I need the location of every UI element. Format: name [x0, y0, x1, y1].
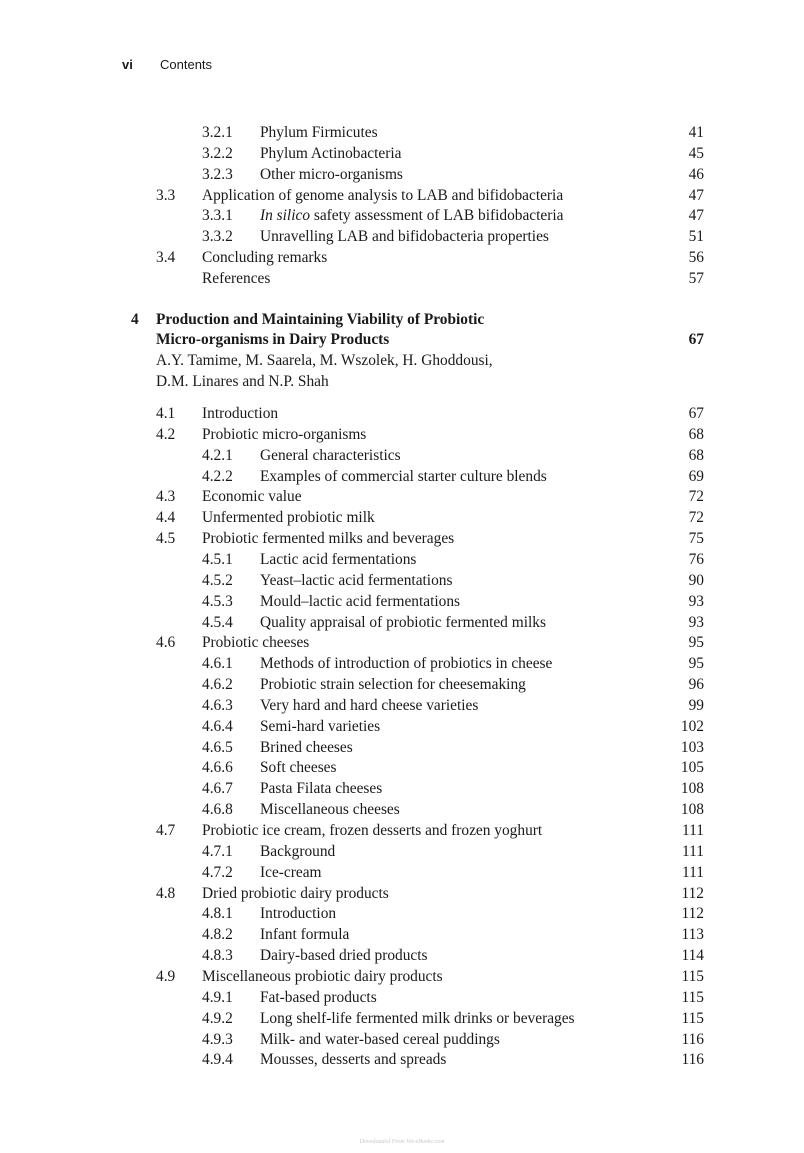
- toc-entry[interactable]: [0, 143, 804, 164]
- toc-entry-number: 3.2.1: [202, 124, 233, 141]
- toc-entry[interactable]: [0, 1008, 804, 1029]
- toc-entry-page: 114: [681, 947, 704, 965]
- toc-entry-number: 4.8.1: [202, 905, 233, 923]
- toc-entry-number: 4.5.4: [202, 613, 233, 631]
- toc-entry-number: 4.9.4: [202, 1051, 233, 1069]
- toc-entry[interactable]: [0, 122, 804, 143]
- toc-entry[interactable]: [0, 1049, 804, 1070]
- toc-entry-number: 4.8.2: [202, 926, 233, 944]
- toc-entry-page: 96: [688, 676, 704, 694]
- toc-entry-title: Very hard and hard cheese varieties: [260, 696, 479, 714]
- toc-entry-title: Dried probiotic dairy products: [202, 884, 389, 902]
- toc-entry-page: 47: [688, 207, 704, 225]
- toc-entry-title: Quality appraisal of probiotic fermented milks: [260, 613, 546, 631]
- toc-entry-number: 4.6.1: [202, 655, 233, 673]
- toc-entry-page: 68: [688, 446, 704, 464]
- toc-entry-title: References: [202, 269, 271, 287]
- toc-entry-page: 72: [688, 509, 704, 527]
- authors-line1: A.Y. Tamime, M. Saarela, M. Wszolek, H. Ghoddousi,: [156, 352, 493, 369]
- authors-line2: D.M. Linares and N.P. Shah: [156, 373, 329, 390]
- toc-entry-number: 3.2.3: [202, 165, 233, 183]
- toc-entry-number: 4.6.4: [202, 717, 233, 735]
- chapter-authors-line2: [0, 371, 804, 392]
- toc-entry-number: 3.2.2: [202, 144, 233, 162]
- toc-entry-number: 4.6.7: [202, 780, 233, 798]
- toc-entry[interactable]: [0, 445, 804, 466]
- toc-entry-page: 99: [688, 696, 704, 714]
- toc-entry-number: 4.6.2: [202, 676, 233, 694]
- toc-entry-title: Mould–lactic acid fermentations: [260, 592, 461, 610]
- toc-entry-page: 112: [681, 884, 704, 902]
- toc-entry-page: 111: [682, 842, 704, 860]
- toc-entry[interactable]: [0, 883, 804, 904]
- toc-entry-page: 113: [681, 926, 704, 944]
- toc-entry[interactable]: [0, 507, 804, 528]
- toc-entry-number: 4.8.3: [202, 947, 233, 965]
- toc-entry[interactable]: [0, 268, 804, 289]
- toc-entry[interactable]: [0, 612, 804, 633]
- chapter-page: 67: [688, 331, 704, 348]
- toc-entry-number: 4.9.2: [202, 1009, 233, 1027]
- toc-entry-title: Miscellaneous cheeses: [260, 801, 400, 819]
- toc-entry-title: Probiotic ice cream, frozen desserts and frozen yoghurt: [202, 822, 543, 839]
- chapter-heading-line2[interactable]: [0, 329, 804, 350]
- toc-entry-page: 67: [688, 405, 704, 422]
- toc-entry-number: 4.7: [156, 822, 176, 839]
- toc-entry-page: 112: [681, 905, 704, 923]
- toc-entry-page: 111: [682, 822, 704, 839]
- toc-entry[interactable]: [0, 987, 804, 1008]
- toc-entry-page: 95: [688, 655, 704, 673]
- toc-entry[interactable]: [0, 185, 804, 206]
- toc-entry[interactable]: [0, 591, 804, 612]
- toc-entry-number: 3.3.1: [202, 207, 233, 225]
- toc-entry-number: 4.9: [156, 967, 176, 985]
- toc-entry-page: 102: [680, 717, 704, 735]
- toc-entry[interactable]: [0, 466, 804, 487]
- chapter-title-line2: Micro-organisms in Dairy Products: [156, 331, 390, 348]
- running-header: [122, 57, 212, 72]
- toc-entry[interactable]: [0, 737, 804, 758]
- toc-entry-title: Phylum Actinobacteria: [260, 144, 402, 162]
- page-number: vi: [122, 57, 133, 72]
- toc-entry-page: 76: [688, 550, 704, 568]
- toc-entry-page: 108: [680, 801, 704, 819]
- toc-entry-title: Brined cheeses: [260, 738, 353, 756]
- toc-entry-title: Long shelf-life fermented milk drinks or beverages: [260, 1009, 575, 1027]
- toc-entry-page: 111: [682, 863, 704, 881]
- toc-entry-number: 4.7.2: [202, 863, 233, 881]
- toc-entry-page: 103: [680, 738, 704, 756]
- toc-entry-number: 4.5.1: [202, 550, 233, 568]
- chapter-authors: [0, 350, 804, 371]
- toc-entry[interactable]: [0, 674, 804, 695]
- toc-entry-page: 93: [688, 592, 704, 610]
- toc-entry[interactable]: [0, 164, 804, 185]
- download-watermark: Downloaded From Vet-eBooks.com: [359, 1139, 445, 1145]
- toc-entry-page: 115: [681, 967, 704, 985]
- toc-entry-page: 41: [688, 124, 704, 141]
- chapter-heading[interactable]: [0, 309, 804, 330]
- toc-entry-title: Probiotic fermented milks and beverages: [202, 530, 455, 548]
- toc-entry-number: 3.4: [156, 249, 176, 267]
- toc-entry-title: Examples of commercial starter culture blends: [260, 467, 547, 485]
- toc-entry-page: 95: [688, 634, 704, 652]
- toc-entry-number: 4.2.1: [202, 446, 233, 464]
- running-title: Contents: [160, 57, 213, 72]
- toc-entry-page: 90: [688, 571, 704, 589]
- toc-entry[interactable]: [0, 903, 804, 924]
- toc-entry[interactable]: [0, 695, 804, 716]
- toc-entry-page: 93: [688, 613, 704, 631]
- toc-entry[interactable]: [0, 653, 804, 674]
- toc-entry-title: Introduction: [202, 405, 279, 422]
- toc-entry[interactable]: [0, 424, 804, 445]
- toc-entry[interactable]: [0, 247, 804, 268]
- toc-entry-title: Ice-cream: [260, 863, 322, 881]
- toc-entry-number: 4.6.3: [202, 696, 233, 714]
- chapter-title-line1: Production and Maintaining Viability of Probiotic: [156, 311, 485, 328]
- toc-entry[interactable]: [0, 528, 804, 549]
- toc-entry[interactable]: [0, 205, 804, 226]
- toc-entry-title: Probiotic strain selection for cheesemaking: [260, 676, 526, 694]
- toc-entry-title: Concluding remarks: [202, 249, 328, 267]
- toc-entry-page: 105: [680, 759, 704, 777]
- toc-entry[interactable]: [0, 841, 804, 862]
- toc-entry[interactable]: [0, 966, 804, 987]
- toc-entry-page: 57: [688, 269, 704, 287]
- toc-entry-page: 72: [688, 488, 704, 506]
- toc-entry-title-rest: safety assessment of LAB bifidobacteria: [310, 207, 564, 225]
- toc-entry[interactable]: [0, 226, 804, 247]
- toc-entry-title: Dairy-based dried products: [260, 947, 428, 965]
- toc-entry-page: 51: [688, 228, 704, 246]
- toc-entry-title: Soft cheeses: [260, 759, 337, 777]
- toc-entry[interactable]: [0, 862, 804, 883]
- toc-entry[interactable]: [0, 570, 804, 591]
- toc-entry-page: 75: [688, 530, 704, 548]
- toc-entry-page: 68: [688, 425, 704, 443]
- toc-entry-title: Lactic acid fermentations: [260, 550, 417, 568]
- toc-entry-title: Methods of introduction of probiotics in cheese: [260, 655, 553, 673]
- toc-entry-number: 4.6.5: [202, 738, 233, 756]
- toc-entry[interactable]: [0, 403, 804, 424]
- toc-entry-page: 108: [680, 780, 704, 798]
- toc-entry-page: 56: [688, 249, 704, 267]
- toc-entry[interactable]: [0, 632, 804, 653]
- chapter-number: 4: [131, 311, 139, 328]
- toc-entry[interactable]: [0, 716, 804, 737]
- toc-entry-page: 47: [688, 186, 704, 204]
- toc-entry-title: Probiotic micro-organisms: [202, 425, 367, 443]
- toc-entry-number: 4.9.3: [202, 1030, 233, 1048]
- toc-entry-number: 4.8: [156, 884, 176, 902]
- toc-entry-title: Unravelling LAB and bifidobacteria properties: [260, 228, 549, 246]
- toc-entry-title: Milk- and water-based cereal puddings: [260, 1030, 500, 1048]
- toc-entry-number: 4.1: [156, 405, 176, 422]
- toc-entry-page: 116: [681, 1030, 704, 1048]
- toc-entry-title: Application of genome analysis to LAB and bifidobacteria: [202, 186, 564, 204]
- toc-entry-page: 116: [681, 1051, 704, 1069]
- toc-entry-title: Yeast–lactic acid fermentations: [260, 571, 453, 589]
- toc-entry-title: Pasta Filata cheeses: [260, 780, 383, 798]
- toc-entry-number: 4.7.1: [202, 842, 233, 860]
- toc-entry-title: Miscellaneous probiotic dairy products: [202, 967, 443, 985]
- toc-entry-page: 46: [688, 165, 704, 183]
- toc-entry-title: General characteristics: [260, 446, 401, 464]
- toc-entry-title: Phylum Firmicutes: [260, 124, 378, 141]
- toc-entry[interactable]: [0, 549, 804, 570]
- toc-entry[interactable]: [0, 1029, 804, 1050]
- toc-entry-number: 4.3: [156, 488, 176, 506]
- toc-entry-page: 69: [688, 467, 704, 485]
- toc-entry-number: 4.6: [156, 634, 176, 652]
- toc-entry[interactable]: [0, 945, 804, 966]
- toc-entry-title: Background: [260, 842, 336, 860]
- toc-entry-number: 4.5.3: [202, 592, 233, 610]
- toc-entry-number: 4.2.2: [202, 467, 233, 485]
- toc-entry-title: Economic value: [202, 488, 302, 506]
- toc-entry-number: 4.5: [156, 530, 176, 548]
- toc-entry[interactable]: [0, 486, 804, 507]
- toc-entry-page: 45: [688, 144, 704, 162]
- toc-entry-title-italic: In silico: [260, 207, 311, 225]
- toc-entry-title: Unfermented probiotic milk: [202, 509, 375, 527]
- toc-entry-title: Fat-based products: [260, 988, 377, 1006]
- toc-entry-page: 115: [681, 988, 704, 1006]
- toc-entry-page: 115: [681, 1009, 704, 1027]
- toc-entry-number: 4.6.8: [202, 801, 233, 819]
- toc-entry-number: 4.5.2: [202, 571, 233, 589]
- toc-entry[interactable]: [0, 778, 804, 799]
- toc-entry-title: Infant formula: [260, 926, 350, 944]
- toc-entry-title: Other micro-organisms: [260, 165, 403, 183]
- toc-entry[interactable]: [0, 820, 804, 841]
- toc-entry-number: 4.9.1: [202, 988, 233, 1006]
- toc-entry-title: Probiotic cheeses: [202, 634, 310, 652]
- toc-entry-number: 4.2: [156, 425, 176, 443]
- toc-entry[interactable]: [0, 757, 804, 778]
- toc-entry[interactable]: [0, 924, 804, 945]
- toc-entry[interactable]: [0, 799, 804, 820]
- toc-entry-number: 4.6.6: [202, 759, 233, 777]
- toc-entry-title: [260, 205, 563, 226]
- toc-entry-title: Mousses, desserts and spreads: [260, 1051, 447, 1069]
- toc-entry-number: 3.3: [156, 186, 176, 204]
- toc-entry-number: 3.3.2: [202, 228, 233, 246]
- toc-entry-title: Introduction: [260, 905, 337, 923]
- toc-entry-title: Semi-hard varieties: [260, 717, 381, 735]
- toc-entry-number: 4.4: [156, 509, 176, 527]
